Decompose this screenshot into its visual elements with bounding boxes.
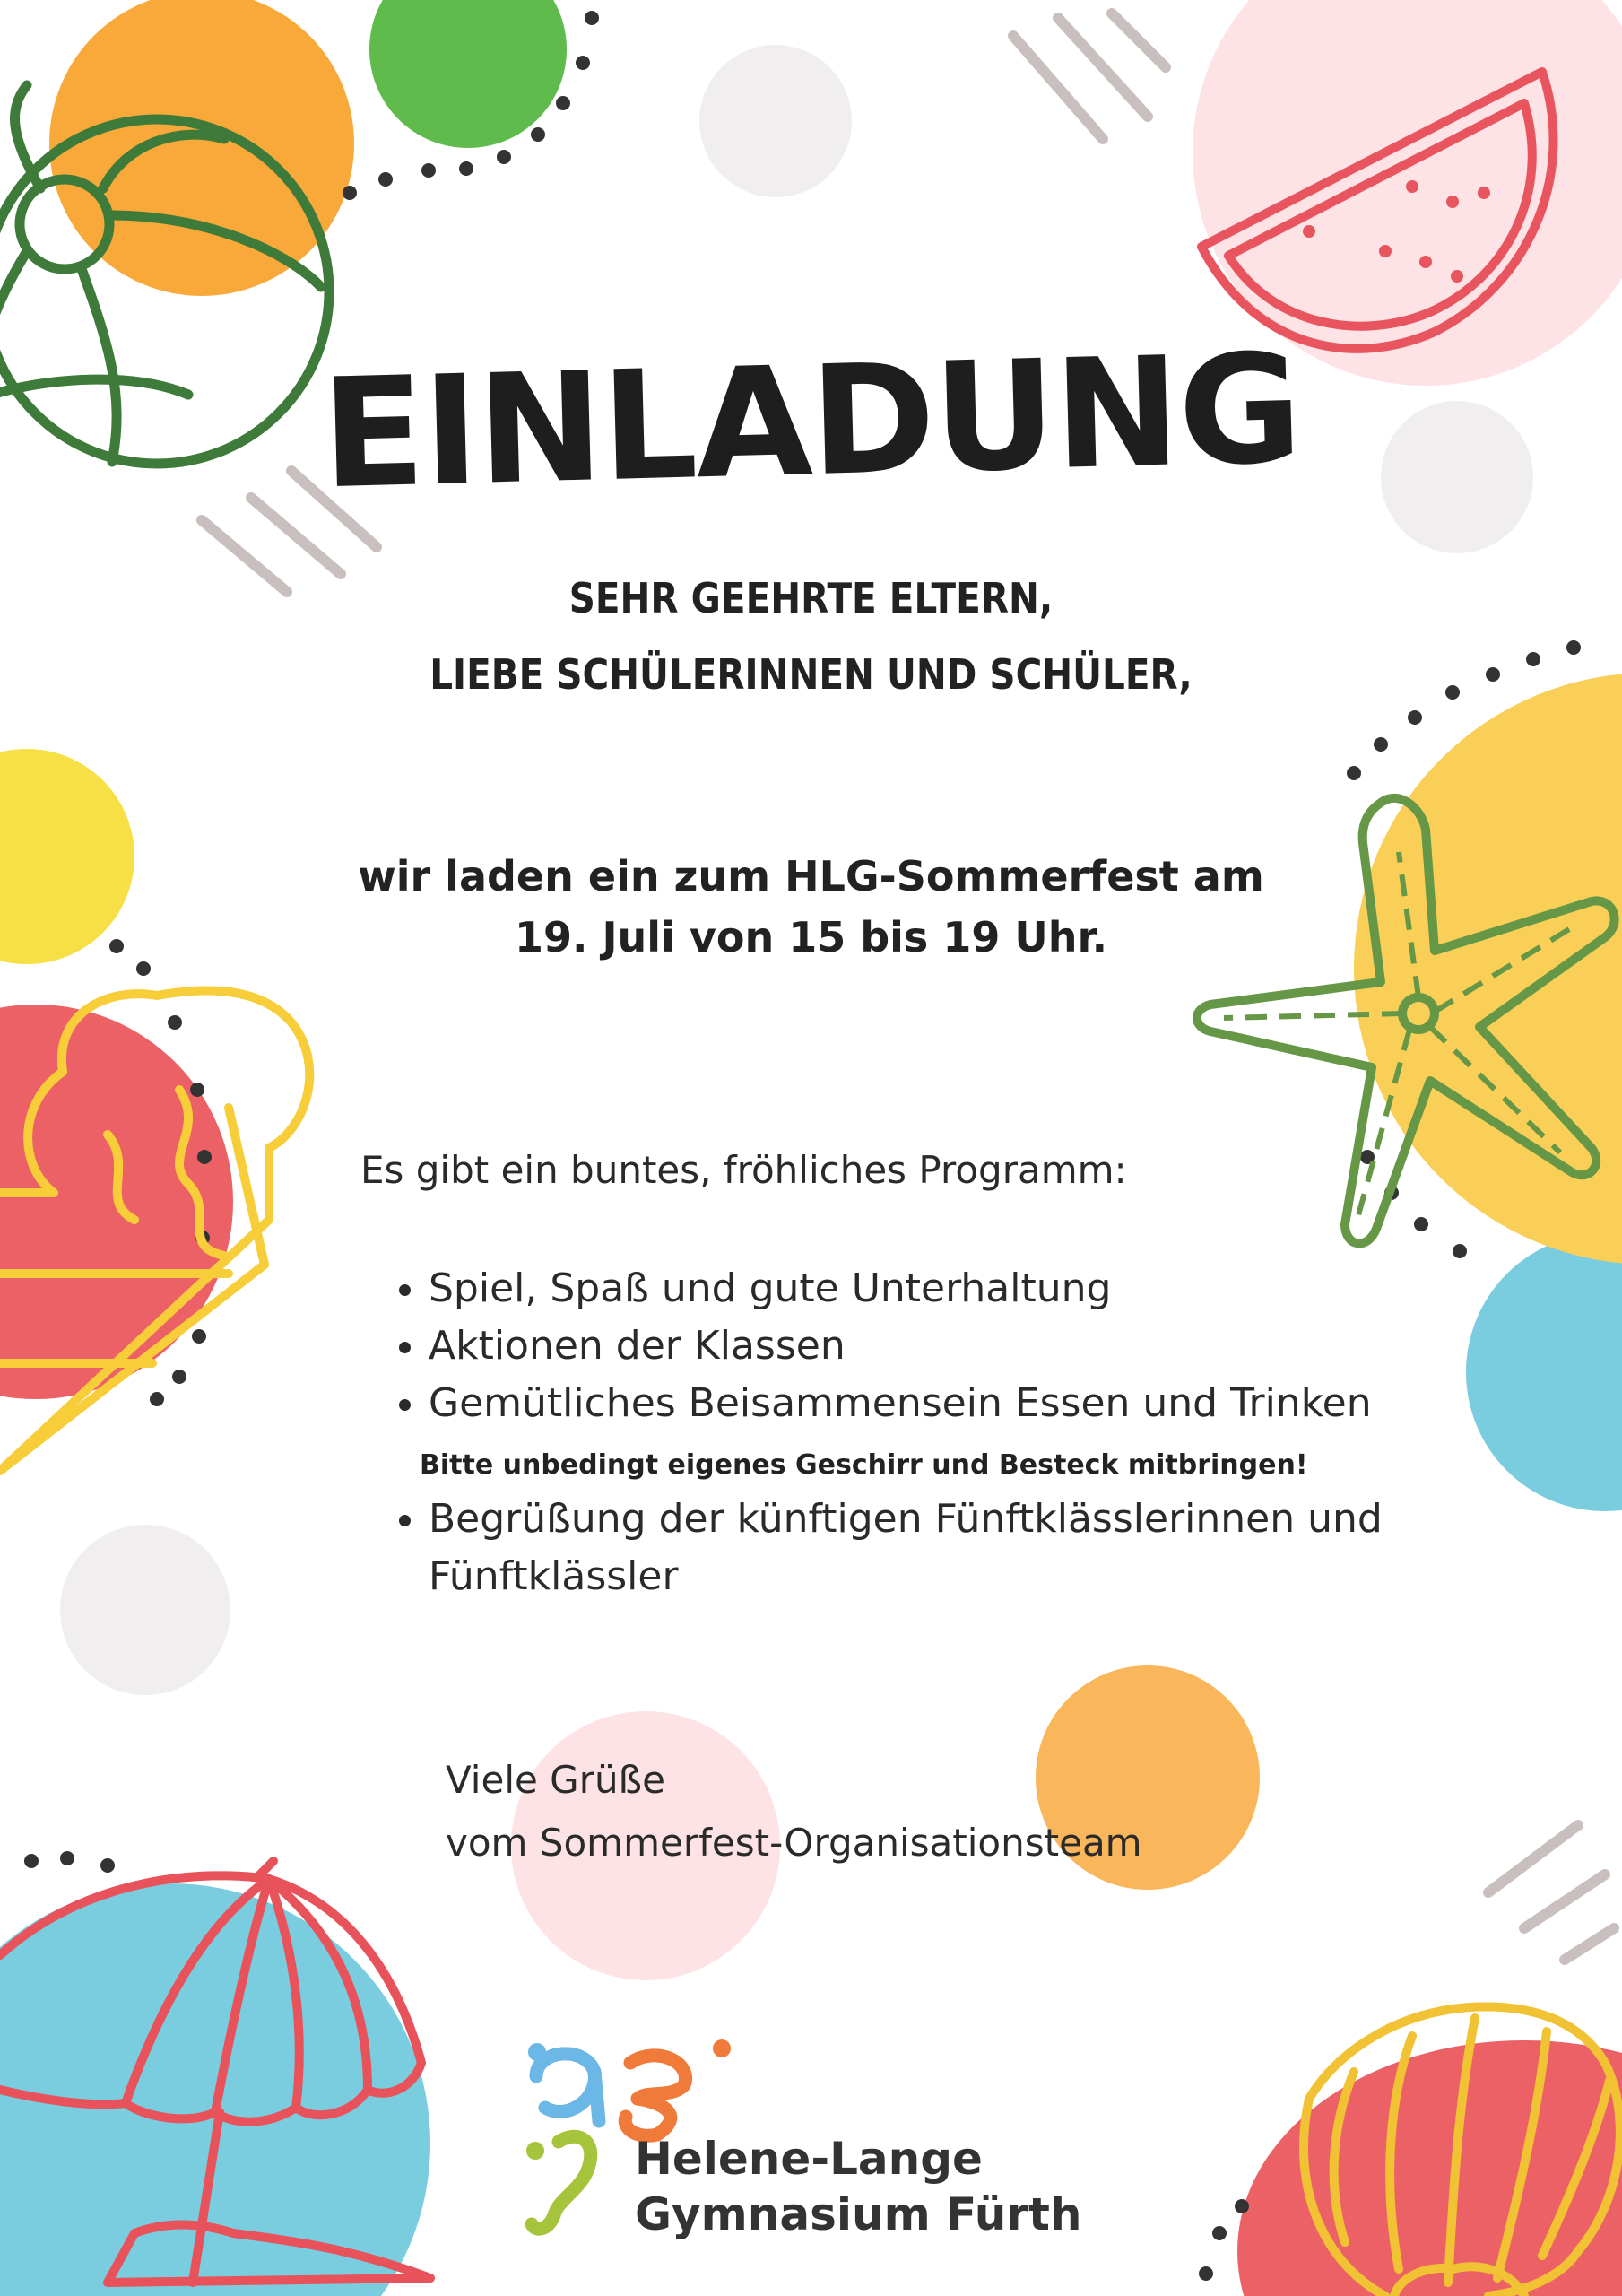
invitation-line-1: wir laden ein zum HLG-Sommerfest am bbox=[358, 852, 1264, 900]
list-item: • Spiel, Spaß und gute Unterhaltung bbox=[429, 1260, 1540, 1318]
school-name-line-2: Gymnasium Fürth bbox=[635, 2188, 1082, 2240]
school-name-line-1: Helene-Lange bbox=[635, 2133, 983, 2185]
program-intro: Es gibt ein buntes, fröhliches Programm: bbox=[360, 1148, 1127, 1192]
closing-line-1: Viele Grüße bbox=[446, 1758, 665, 1802]
greeting-students: LIEBE SCHÜLERINNEN UND SCHÜLER, bbox=[429, 650, 1193, 699]
program-list bbox=[386, 1260, 1540, 1605]
closing-line-2: vom Sommerfest-Organisationsteam bbox=[446, 1821, 1142, 1865]
invitation-title: EINLADUNG bbox=[319, 320, 1303, 523]
list-item: • Begrüßung der künftigen Fünftklässlerinnen und Fünftklässler bbox=[429, 1491, 1540, 1605]
grey-circle-left bbox=[60, 1525, 230, 1695]
grey-circle-top bbox=[699, 45, 852, 197]
red-circle-bottom-right bbox=[1237, 2040, 1622, 2296]
list-item: • Aktionen der Klassen bbox=[429, 1318, 1540, 1375]
invitation-date-time: 19. Juli von 15 bis 19 Uhr. bbox=[514, 913, 1108, 961]
closing bbox=[446, 1749, 1142, 1874]
green-circle bbox=[369, 0, 567, 148]
program-note: Bitte unbedingt eigenes Geschirr und Besteck mitbringen! bbox=[420, 1449, 1308, 1481]
program-note-row bbox=[420, 1432, 1540, 1491]
list-item: • Gemütliches Beisammensein Essen und Trinken bbox=[429, 1375, 1540, 1432]
greeting-parents: SEHR GEEHRTE ELTERN, bbox=[568, 574, 1054, 622]
